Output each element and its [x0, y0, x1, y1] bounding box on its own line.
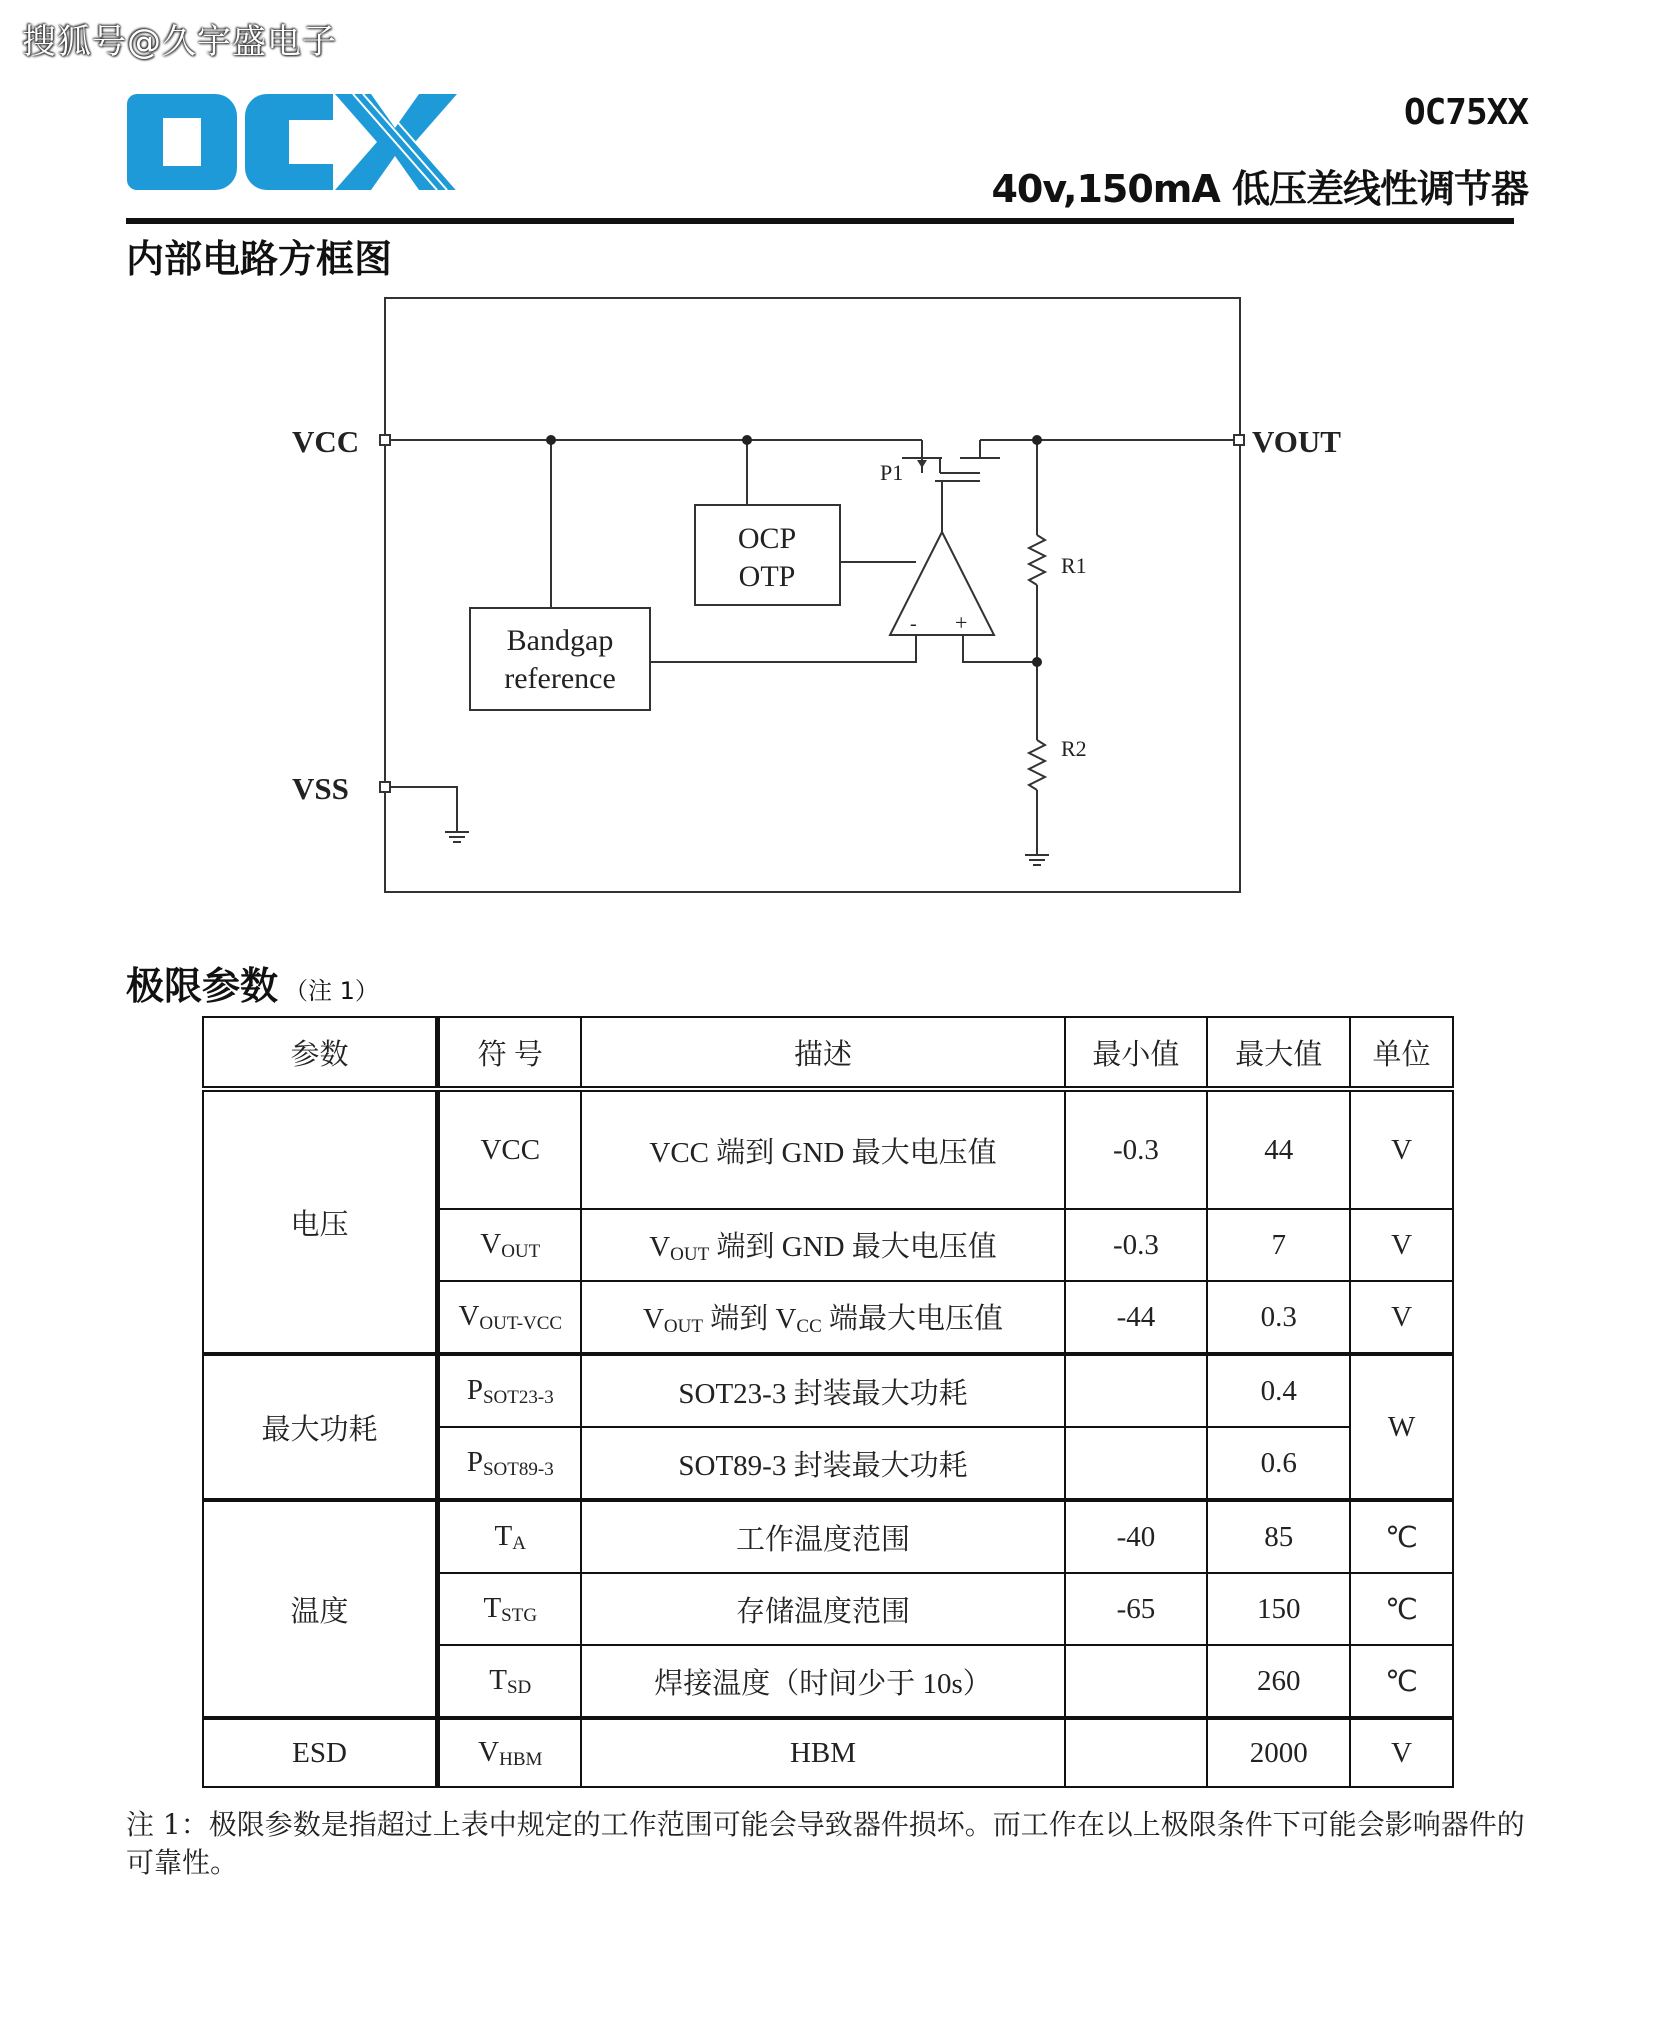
- unit-cell: ℃: [1350, 1645, 1453, 1718]
- group-esd: ESD: [203, 1718, 438, 1787]
- symbol-cell: $T_{SD}$: [438, 1645, 582, 1718]
- otp-label: OTP: [738, 560, 796, 593]
- group-voltage: 电压: [203, 1089, 438, 1354]
- symbol-cell: $T_{STG}$: [438, 1573, 582, 1645]
- symbol-cell: $V_{HBM}$: [438, 1718, 582, 1787]
- max-cell: 44: [1207, 1089, 1350, 1209]
- min-cell: [1065, 1427, 1208, 1500]
- part-number: OC75XX: [1403, 92, 1528, 133]
- min-cell: -0.3: [1065, 1209, 1208, 1281]
- max-cell: 85: [1207, 1500, 1350, 1573]
- vout-label: VOUT: [1252, 424, 1341, 459]
- header-divider: [126, 218, 1514, 224]
- table-row: [203, 1718, 1453, 1787]
- block-diagram-title: 内部电路方框图: [126, 237, 393, 281]
- symbol-cell: $V_{OUT}$: [438, 1209, 582, 1281]
- r1-label: R1: [1061, 553, 1087, 578]
- group-power: 最大功耗: [203, 1354, 438, 1500]
- header-max: 最大值: [1207, 1017, 1350, 1089]
- abs-max-table: [202, 1016, 1454, 1788]
- min-cell: [1065, 1645, 1208, 1718]
- max-cell: 260: [1207, 1645, 1350, 1718]
- min-cell: -40: [1065, 1500, 1208, 1573]
- desc-cell: $V_{OUT}$ 端到 GND 最大电压值: [581, 1209, 1064, 1281]
- table-row: [203, 1500, 1453, 1573]
- noninverting-input-sign: +: [955, 610, 968, 635]
- header-unit: 单位: [1350, 1017, 1453, 1089]
- min-cell: [1065, 1718, 1208, 1787]
- abs-max-title-text: 极限参数: [126, 964, 279, 1008]
- max-cell: 0.4: [1207, 1354, 1350, 1427]
- symbol-cell: $P_{SOT23-3}$: [438, 1354, 582, 1427]
- table-row: [203, 1089, 1453, 1209]
- symbol-cell: $T_A$: [438, 1500, 582, 1573]
- reference-label: reference: [504, 662, 616, 695]
- desc-cell: $V_{OUT}$ 端到 $V_{CC}$ 端最大电压值: [581, 1281, 1064, 1354]
- unit-cell: V: [1350, 1089, 1453, 1209]
- group-temperature: 温度: [203, 1500, 438, 1718]
- header-symbol: 符 号: [438, 1017, 582, 1089]
- min-cell: -0.3: [1065, 1089, 1208, 1209]
- document-subtitle: 40v,150mA 低压差线性调节器: [991, 167, 1528, 211]
- vcc-pin: [380, 435, 390, 445]
- min-cell: [1065, 1354, 1208, 1427]
- max-cell: 150: [1207, 1573, 1350, 1645]
- min-cell: -65: [1065, 1573, 1208, 1645]
- table-header-row: [203, 1017, 1453, 1089]
- unit-cell: ℃: [1350, 1573, 1453, 1645]
- desc-cell: 存储温度范围: [581, 1573, 1064, 1645]
- unit-cell: V: [1350, 1281, 1453, 1354]
- desc-cell: 焊接温度（时间少于 10s）: [581, 1645, 1064, 1718]
- max-cell: 0.6: [1207, 1427, 1350, 1500]
- symbol-cell: VCC: [438, 1089, 582, 1209]
- ocx-logo: [127, 86, 459, 198]
- max-cell: 7: [1207, 1209, 1350, 1281]
- p1-label: P1: [880, 460, 904, 485]
- unit-cell: ℃: [1350, 1500, 1453, 1573]
- footnote: 注 1：极限参数是指超过上表中规定的工作范围可能会导致器件损坏。而工作在以上极限条件下可能会影响器件的可靠性。: [126, 1808, 1525, 1879]
- note-reference: （注 1）: [284, 977, 379, 1005]
- header-desc: 描述: [581, 1017, 1064, 1089]
- header-param: 参数: [203, 1017, 438, 1089]
- desc-cell: SOT23-3 封装最大功耗: [581, 1354, 1064, 1427]
- vss-pin: [380, 782, 390, 792]
- desc-cell: HBM: [581, 1718, 1064, 1787]
- bandgap-label: Bandgap: [506, 624, 614, 657]
- max-cell: 2000: [1207, 1718, 1350, 1787]
- desc-cell: VCC 端到 GND 最大电压值: [581, 1089, 1064, 1209]
- unit-cell: V: [1350, 1718, 1453, 1787]
- abs-max-title: [126, 955, 379, 1010]
- symbol-cell: $V_{OUT-VCC}$: [438, 1281, 582, 1354]
- unit-cell: V: [1350, 1209, 1453, 1281]
- vss-label: VSS: [292, 771, 349, 806]
- resistor-r1: [1029, 535, 1045, 585]
- block-diagram: [280, 280, 1380, 920]
- desc-cell: 工作温度范围: [581, 1500, 1064, 1573]
- symbol-cell: $P_{SOT89-3}$: [438, 1427, 582, 1500]
- ocp-label: OCP: [737, 522, 797, 555]
- min-cell: -44: [1065, 1281, 1208, 1354]
- desc-cell: SOT89-3 封装最大功耗: [581, 1427, 1064, 1500]
- watermark: 搜狐号@久宇盛电子: [22, 22, 337, 62]
- resistor-r2: [1029, 740, 1045, 790]
- table-row: [203, 1354, 1453, 1427]
- vcc-label: VCC: [292, 424, 360, 459]
- error-amplifier: [890, 532, 994, 635]
- max-cell: 0.3: [1207, 1281, 1350, 1354]
- header-min: 最小值: [1065, 1017, 1208, 1089]
- vout-pin: [1234, 435, 1244, 445]
- unit-cell: W: [1350, 1354, 1453, 1500]
- r2-label: R2: [1061, 736, 1087, 761]
- inverting-input-sign: -: [910, 613, 917, 635]
